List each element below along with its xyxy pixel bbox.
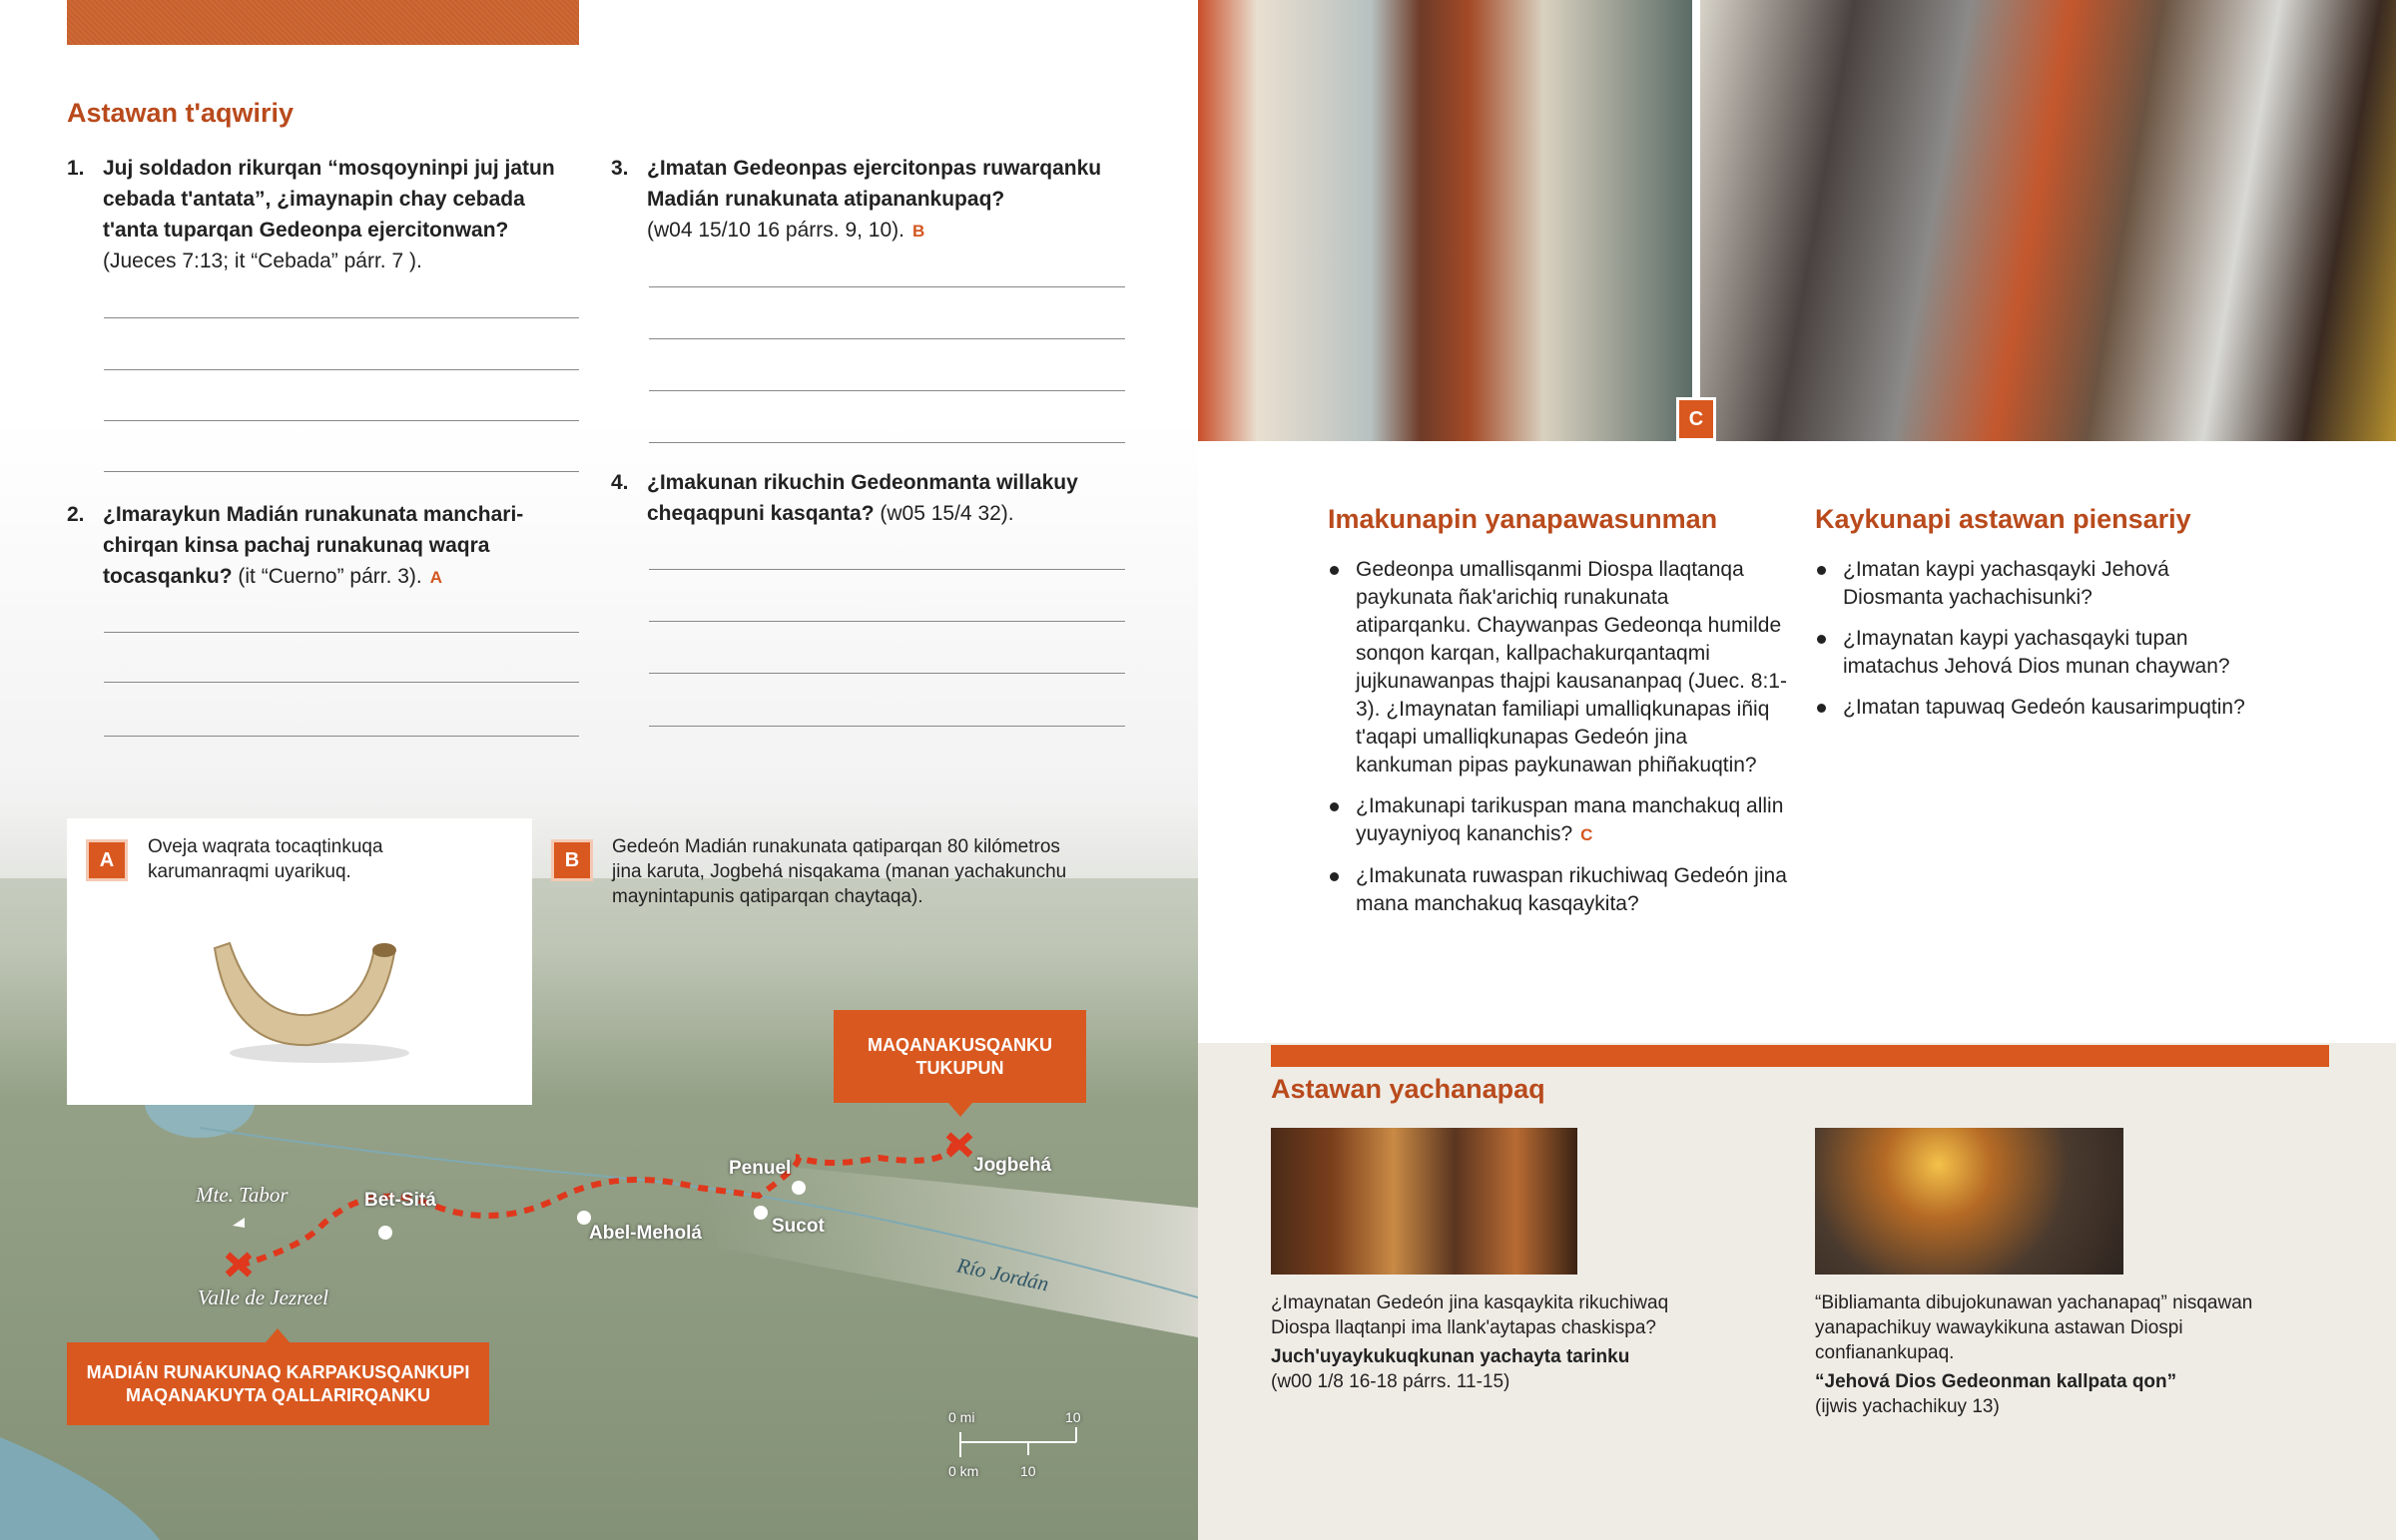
photo-hallway: [1198, 0, 1692, 441]
callout-battle-start: MADIÁN RUNAKUNAQ KARPAKUSQANKUPI MAQANAKUYTA QALLARIRQANKU: [67, 1342, 489, 1425]
answer-line[interactable]: [649, 338, 1125, 339]
answer-line[interactable]: [649, 569, 1125, 570]
answer-line[interactable]: [104, 317, 579, 318]
question-2: 2. ¿Imaraykun Madián runakunata manchari-chirqan kinsa pachaj runakunaq waqra tocasqanku? (it “Cuerno” párr. 3). A: [67, 503, 524, 588]
answer-line[interactable]: [649, 673, 1125, 674]
answer-line[interactable]: [104, 420, 579, 421]
question-1: 1. Juj soldadon rikurqan “mosqoyninpi juj jatun cebada t'antata”, ¿imaynapin chay cebada t'anta tuparqan Gedeonpa ejercitonwan? (Jueces 7:13; it “Cebada” párr. 7 ).: [67, 157, 555, 272]
lesson-link[interactable]: “Jehová Dios Gedeonman kallpata qon”: [1815, 1371, 2177, 1392]
badge-a: A: [86, 839, 128, 881]
list-item: Gedeonpa umallisqanmi Diospa llaqtanqa paykunata ñak'arichiq runakunata atiparqanku. Chaywanpas Gedeonqa humilde sonqon karqan, kallpachakurqantaqmi jujkunawanpas thajpi kausananpaq (Juec. 8:1-3). ¿Imaynatan familiapi umalliqkunapas iñiq t'aqapi umalliqkunapas Gedeón jina kankuman pipas paykunawan phiñakuqtin?: [1328, 556, 1787, 779]
heading-imakunapin: Imakunapin yanapawasunman: [1328, 504, 1718, 534]
answer-line[interactable]: [104, 736, 579, 737]
list-imakunapin: [1328, 556, 1787, 931]
painting-gideon-image[interactable]: [1271, 1128, 1577, 1275]
answer-line[interactable]: [104, 632, 579, 633]
answer-line[interactable]: [104, 682, 579, 683]
figure-ref-a[interactable]: A: [429, 568, 443, 587]
more-orange-bar: [1271, 1045, 2329, 1067]
more-item-1: ¿Imaynatan Gedeón jina kasqaykita rikuchiwaq Diospa llaqtanpi ima llank'aytapas chaskispa? Juch'uyaykukuqkunan yachayta tarinku (w00 1/8 16-18 párrs. 11-15): [1271, 1290, 1730, 1394]
figure-ref-b[interactable]: B: [911, 222, 925, 241]
scale-mi-10: 10: [1065, 1409, 1081, 1425]
label-penuel: Penuel: [729, 1158, 792, 1179]
label-rio-jordan: Río Jordán: [954, 1253, 1051, 1296]
label-abel-mehola: Abel-Meholá: [589, 1223, 702, 1244]
answer-line[interactable]: [649, 726, 1125, 727]
answer-line[interactable]: [649, 286, 1125, 287]
scale-km-0: 0 km: [948, 1463, 979, 1479]
answer-line[interactable]: [104, 471, 579, 472]
question-4: 4. ¿Imakunan rikuchin Gedeonmanta willakuy cheqaqpuni kasqanta? (w05 15/4 32).: [611, 471, 1078, 525]
top-texture-bar: [67, 0, 579, 45]
list-item: ¿Imakunapi tarikuspan mana manchakuq allin yuyayniyoq kananchis? C: [1328, 792, 1787, 849]
answer-line[interactable]: [104, 369, 579, 370]
scale-km-10: 10: [1020, 1463, 1036, 1479]
heading-astawan-yachanapaq: Astawan yachanapaq: [1271, 1074, 1545, 1104]
callout-battle-end: MAQANAKUSQANKU TUKUPUN: [834, 1010, 1086, 1103]
label-bet-sita: Bet-Sitá: [364, 1190, 436, 1211]
badge-b: B: [551, 839, 593, 881]
caption-b: Gedeón Madián runakunata qatiparqan 80 kilómetros jina karuta, Jogbehá nisqakama (manan yachakunchu maynintapunis qatiparqan chaytaqa).: [612, 836, 1067, 907]
caption-a: Oveja waqrata tocaqtinkuqa karumanraqmi uyarikuq.: [148, 836, 383, 882]
list-item: ¿Imaynatan kaypi yachasqayki tupan imatachus Jehová Dios munan chaywan?: [1815, 625, 2274, 681]
question-3: 3. ¿Imatan Gedeonpas ejercitonpas ruwarqanku Madián runakunata atipanankupaq? (w04 15/10 16 párrs. 9, 10). B: [611, 157, 1102, 242]
label-mte-tabor: Mte. Tabor: [196, 1183, 289, 1207]
label-valle-jezreel: Valle de Jezreel: [198, 1285, 328, 1309]
callout-pointer: [266, 1328, 290, 1342]
list-kaykunapi: [1815, 556, 2274, 735]
article-link[interactable]: Juch'uyaykukuqkunan yachayta tarinku: [1271, 1346, 1630, 1367]
answer-line[interactable]: [649, 390, 1125, 391]
label-jogbeha: Jogbehá: [973, 1155, 1052, 1176]
badge-c: C: [1676, 397, 1716, 441]
answer-line[interactable]: [649, 621, 1125, 622]
section-title: Astawan t'aqwiriy: [67, 98, 294, 128]
label-sucot: Sucot: [772, 1216, 825, 1237]
scale-mi-0: 0 mi: [948, 1409, 975, 1425]
list-item: ¿Imatan tapuwaq Gedeón kausarimpuqtin?: [1815, 694, 2274, 722]
shofar-horn-image: [200, 933, 429, 1068]
comic-gideon-image[interactable]: [1815, 1128, 2123, 1275]
callout-pointer: [948, 1103, 972, 1117]
heading-kaykunapi: Kaykunapi astawan piensariy: [1815, 504, 2191, 534]
photo-classroom: [1700, 0, 2396, 441]
more-item-2: “Bibliamanta dibujokunawan yachanapaq” nisqawan yanapachikuy wawaykikuna astawan Diospi confianankupaq. “Jehová Dios Gedeonman kallpata qon” (ijwis yachachikuy 13): [1815, 1290, 2314, 1419]
list-item: ¿Imatan kaypi yachasqayki Jehová Diosmanta yachachisunki?: [1815, 556, 2274, 612]
figure-ref-c[interactable]: C: [1580, 825, 1593, 844]
list-item: ¿Imakunata ruwaspan rikuchiwaq Gedeón jina mana manchakuq kasqaykita?: [1328, 862, 1787, 918]
answer-line[interactable]: [649, 442, 1125, 443]
